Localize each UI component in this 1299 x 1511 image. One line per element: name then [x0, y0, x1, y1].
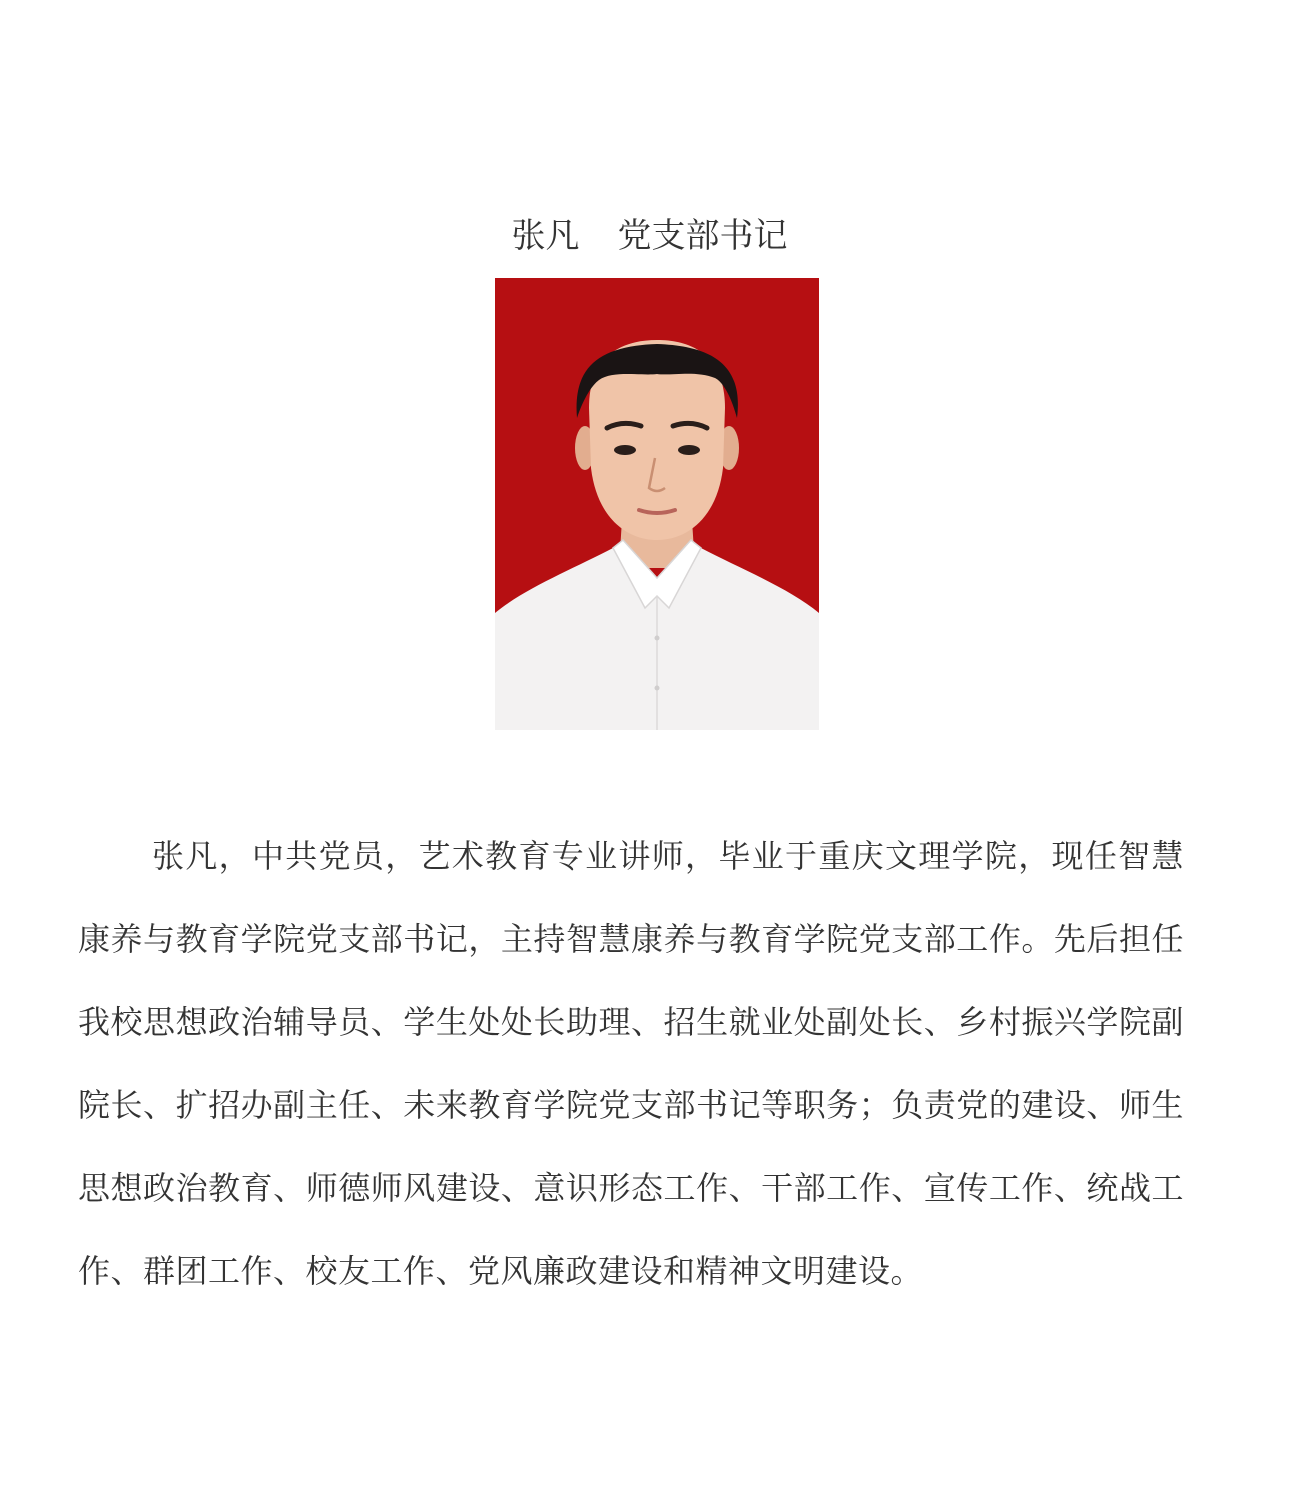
profile-heading [0, 210, 1299, 262]
portrait-illustration [495, 278, 819, 730]
profile-photo [495, 278, 819, 730]
profile-position: 党支部书记 [617, 216, 788, 256]
profile-name: 张凡 [511, 216, 580, 256]
profile-biography: 张凡，中共党员，艺术教育专业讲师，毕业于重庆文理学院，现任智慧康养与教育学院党支部书记，主持智慧康养与教育学院党支部工作。先后担任我校思想政治辅导员、学生处处长助理、招生就业处副处长、乡村振兴学院副院长、扩招办副主任、未来教育学院党支部书记等职务；负责党的建设、师生思想政治教育、师德师风建设、意识形态工作、干部工作、宣传工作、统战工作、群团工作、校友工作、党风廉政建设和精神文明建设。 [78, 837, 1184, 1290]
